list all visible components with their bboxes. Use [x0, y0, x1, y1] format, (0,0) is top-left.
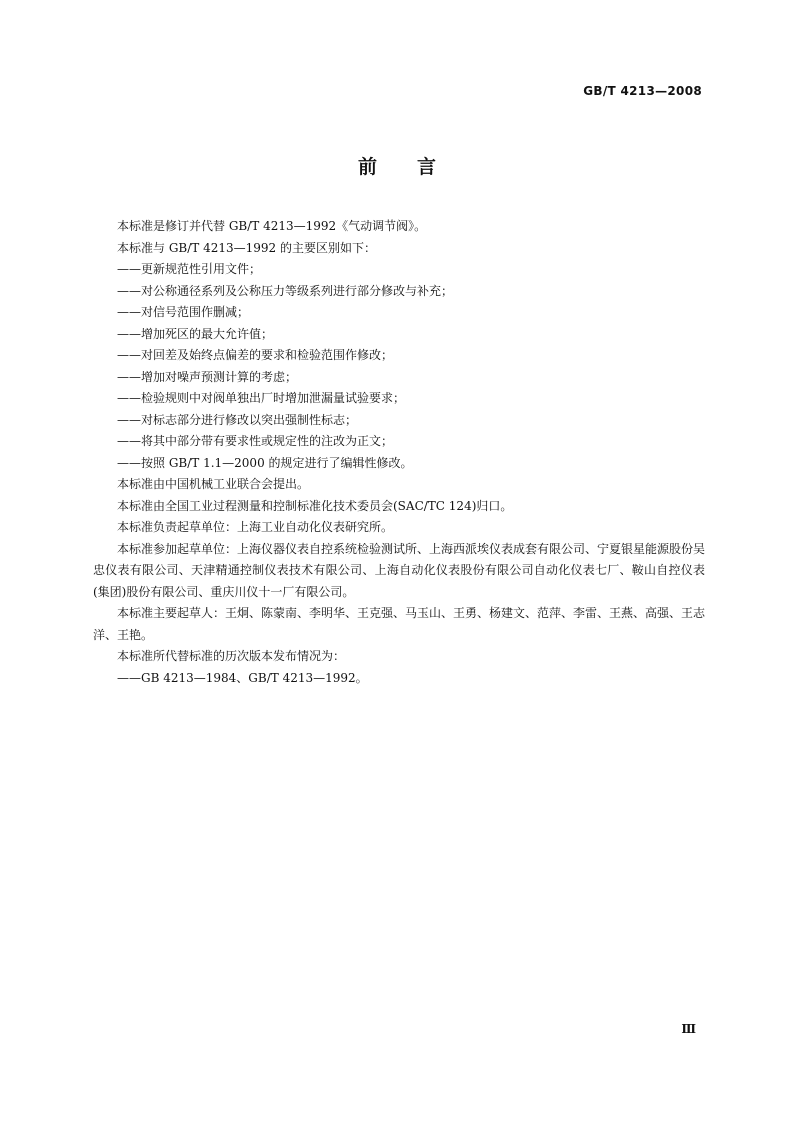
drafting-unit-paragraph: 本标准负责起草单位：上海工业自动化仪表研究所。: [117, 520, 394, 534]
drafters-paragraph: 本标准主要起草人：王炯、陈蒙南、李明华、王克强、马玉山、王勇、杨建文、范萍、李雷、王燕、高强、王志洋、王艳。: [93, 606, 706, 642]
intro-paragraph-2: 本标准与 GB/T 4213—1992 的主要区别如下：: [117, 240, 376, 255]
change-item: ——对标志部分进行修改以突出强制性标志；: [117, 412, 358, 427]
history-intro-paragraph: 本标准所代替标准的历次版本发布情况为：: [117, 649, 346, 663]
centralized-paragraph: 本标准由全国工业过程测量和控制标准化技术委员会(SAC/TC 124)归口。: [117, 498, 513, 513]
change-item: ——对回差及始终点偏差的要求和检验范围作修改；: [117, 348, 394, 362]
proposer-paragraph: 本标准由中国机械工业联合会提出。: [117, 477, 310, 491]
intro-paragraph-1: 本标准是修订并代替 GB/T 4213—1992《气动调节阀》。: [117, 219, 427, 233]
change-item: ——按照 GB/T 1.1—2000 的规定进行了编辑性修改。: [117, 455, 413, 470]
participating-units-paragraph: 本标准参加起草单位：上海仪器仪表自控系统检验测试所、上海西派埃仪表成套有限公司、宁夏银星能源股份吴忠仪表有限公司、天津精通控制仪表技术有限公司、上海自动化仪表股份有限公司自动化仪表七厂、鞍山自控仪表(集团)股份有限公司、重庆川仪十一厂有限公司。: [93, 541, 706, 599]
standard-code: GB/T 4213—2008: [583, 84, 702, 98]
change-item: ——对公称通径系列及公称压力等级系列进行部分修改与补充；: [117, 283, 454, 298]
page-title: 前言: [357, 156, 476, 178]
change-item: ——增加死区的最大允许值；: [117, 326, 274, 341]
foreword-body: [93, 216, 705, 689]
change-item: ——增加对噪声预测计算的考虑；: [117, 369, 298, 384]
history-item: ——GB 4213—1984、GB/T 4213—1992。: [117, 670, 368, 685]
change-item: ——对信号范围作删减；: [117, 305, 250, 319]
change-item: ——更新规范性引用文件；: [117, 262, 262, 276]
change-item: ——将其中部分带有要求性或规定性的注改为正文；: [117, 434, 394, 448]
change-item: ——检验规则中对阀单独出厂时增加泄漏量试验要求；: [117, 391, 406, 405]
page-number: Ⅲ: [681, 1022, 696, 1036]
changes-list: [93, 259, 705, 474]
